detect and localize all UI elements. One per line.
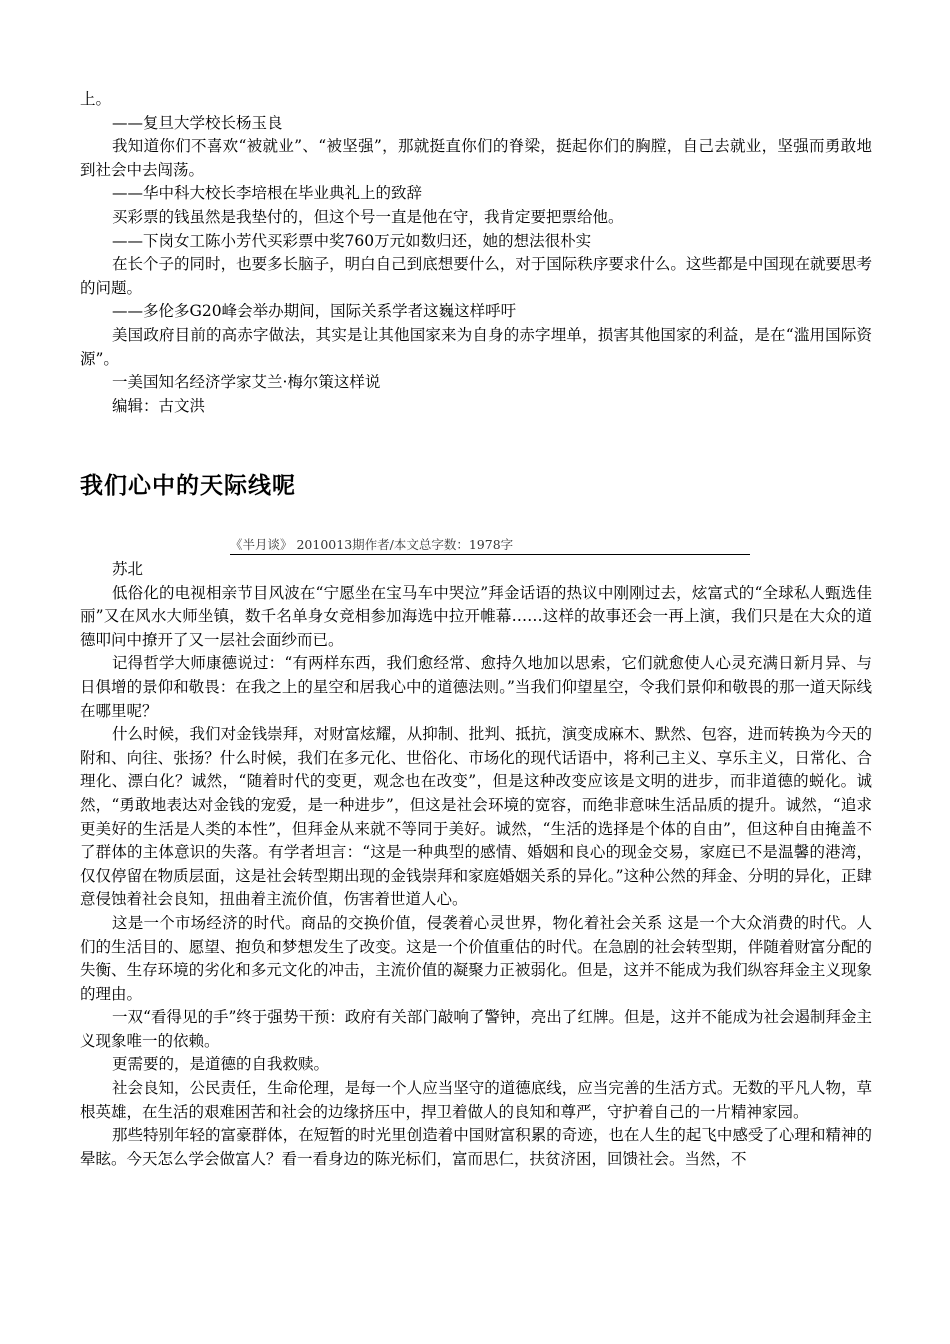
paragraph: 什么时候，我们对金钱崇拜，对财富炫耀，从抑制、批判、抵抗，演变成麻木、默然、包容，进而转换为今天的附和、向往、张扬？什么时候，我们在多元化、世俗化、市场化的现代话语中，将利己主义、享乐主义，日常化、合理化、漂白化？诚然，“随着时代的变更，观念也在改变”，但是这种改变应该是文明的进步，而非道德的蜕化。诚然，“勇敢地表达对金钱的宠爱，是一种进步”，但这是社会环境的宽容，而绝非意味生活品质的提升。诚然，“追求更美好的生活是人类的本性”，但拜金从来就不等同于美好。诚然，“生活的选择是个体的自由”，但这种自由掩盖不了群体的主体意识的失落。有学者坦言：“这是一种典型的感情、婚姻和良心的现金交易，家庭已不是温馨的港湾，仅仅停留在物质层面，这是社会转型期出现的金钱崇拜和家庭婚姻关系的异化。”这种公然的拜金、分明的异化，正肆意侵蚀着社会良知，扭曲着主流价值，伤害着世道人心。	[80, 725, 872, 909]
paragraph: 社会良知，公民责任，生命伦理，是每一个人应当坚守的道德底线，应当完善的生活方式。无数的平凡人物，草根英雄，在生活的艰难困苦和社会的边缘挤压中，捍卫着做人的良知和尊严，守护着自己的一片精神家园。	[80, 1079, 872, 1121]
quote-attribution: 一美国知名经济学家艾兰·梅尔策这样说	[112, 373, 381, 392]
article-body	[80, 558, 872, 1171]
quote-attribution: ——下岗女工陈小芳代买彩票中奖760万元如数归还，她的想法很朴实	[112, 231, 592, 250]
author-name: 苏北	[112, 560, 144, 578]
editor-credit: 编辑：古文洪	[112, 396, 206, 415]
paragraph: 上。	[80, 90, 112, 108]
article-title: 我们心中的天际线呢	[80, 473, 296, 499]
quote: 在长个子的同时，也要多长脑子，明白自己到底想要什么，对于国际秩序要求什么。这些都是中国现在就要思考的问题。	[80, 255, 872, 297]
paragraph: 低俗化的电视相亲节目风波在“宁愿坐在宝马车中哭泣”拜金话语的热议中刚刚过去，炫富式的“全球私人甄选佳丽”又在风水大师坐镇，数千名单身女竞相参加海选中拉开帷幕……这样的故事还会一再上演，我们只是在大众的道德叩问中撩开了又一层社会面纱而已。	[80, 583, 872, 649]
paragraph: 更需要的，是道德的自我救赎。	[112, 1055, 330, 1074]
previous-article-tail	[80, 88, 872, 418]
quote-attribution: ——多伦多G20峰会举办期间，国际关系学者这巍这样呼吁	[112, 302, 517, 321]
quote: 美国政府目前的高赤字做法，其实是让其他国家来为自身的赤字埋单，损害其他国家的利益，是在“滥用国际资源”。	[80, 325, 872, 368]
quote: 我知道你们不喜欢“被就业”、“被坚强”，那就挺直你们的脊梁，挺起你们的胸膛，自己去就业，坚强而勇敢地到社会中去闯荡。	[80, 137, 872, 179]
paragraph: 这是一个市场经济的时代。商品的交换价值，侵袭着心灵世界，物化着社会关系 这是一个大众消费的时代。人们的生活目的、愿望、抱负和梦想发生了改变。这是一个价值重估的时代。在急剧的社会转型期，伴随着财富分配的失衡、生存环境的劣化和多元文化的冲击，主流价值的凝聚力正被弱化。但是，这并不能成为我们纵容拜金主义现象的理由。	[80, 913, 872, 1003]
paragraph: 那些特别年轻的富豪群体，在短暂的时光里创造着中国财富积累的奇迹，也在人生的起飞中感受了心理和精神的晕眩。今天怎么学会做富人？看一看身边的陈光标们，富而思仁，扶贫济困，回馈社会。当然，不	[80, 1126, 872, 1168]
paragraph: 一双“看得见的手”终于强势干预：政府有关部门敲响了警钟，亮出了红牌。但是，这并不能成为社会遏制拜金主义现象唯一的依赖。	[80, 1008, 872, 1050]
quote-attribution: ——华中科大校长李培根在毕业典礼上的致辞	[112, 184, 423, 203]
quote-attribution: ——复旦大学校长杨玉良	[112, 113, 283, 132]
article-meta: 《半月谈》 2010013期作者/本文总字数：1978字	[230, 535, 750, 555]
paragraph: 记得哲学大师康德说过：“有两样东西，我们愈经常、愈持久地加以思索，它们就愈使人心灵充满日新月异、与日俱增的景仰和敬畏：在我之上的星空和居我心中的道德法则。”当我们仰望星空，令我们景仰和敬畏的那一道天际线在哪里呢？	[80, 654, 872, 720]
quote: 买彩票的钱虽然是我垫付的，但这个号一直是他在守，我肯定要把票给他。	[112, 207, 624, 226]
